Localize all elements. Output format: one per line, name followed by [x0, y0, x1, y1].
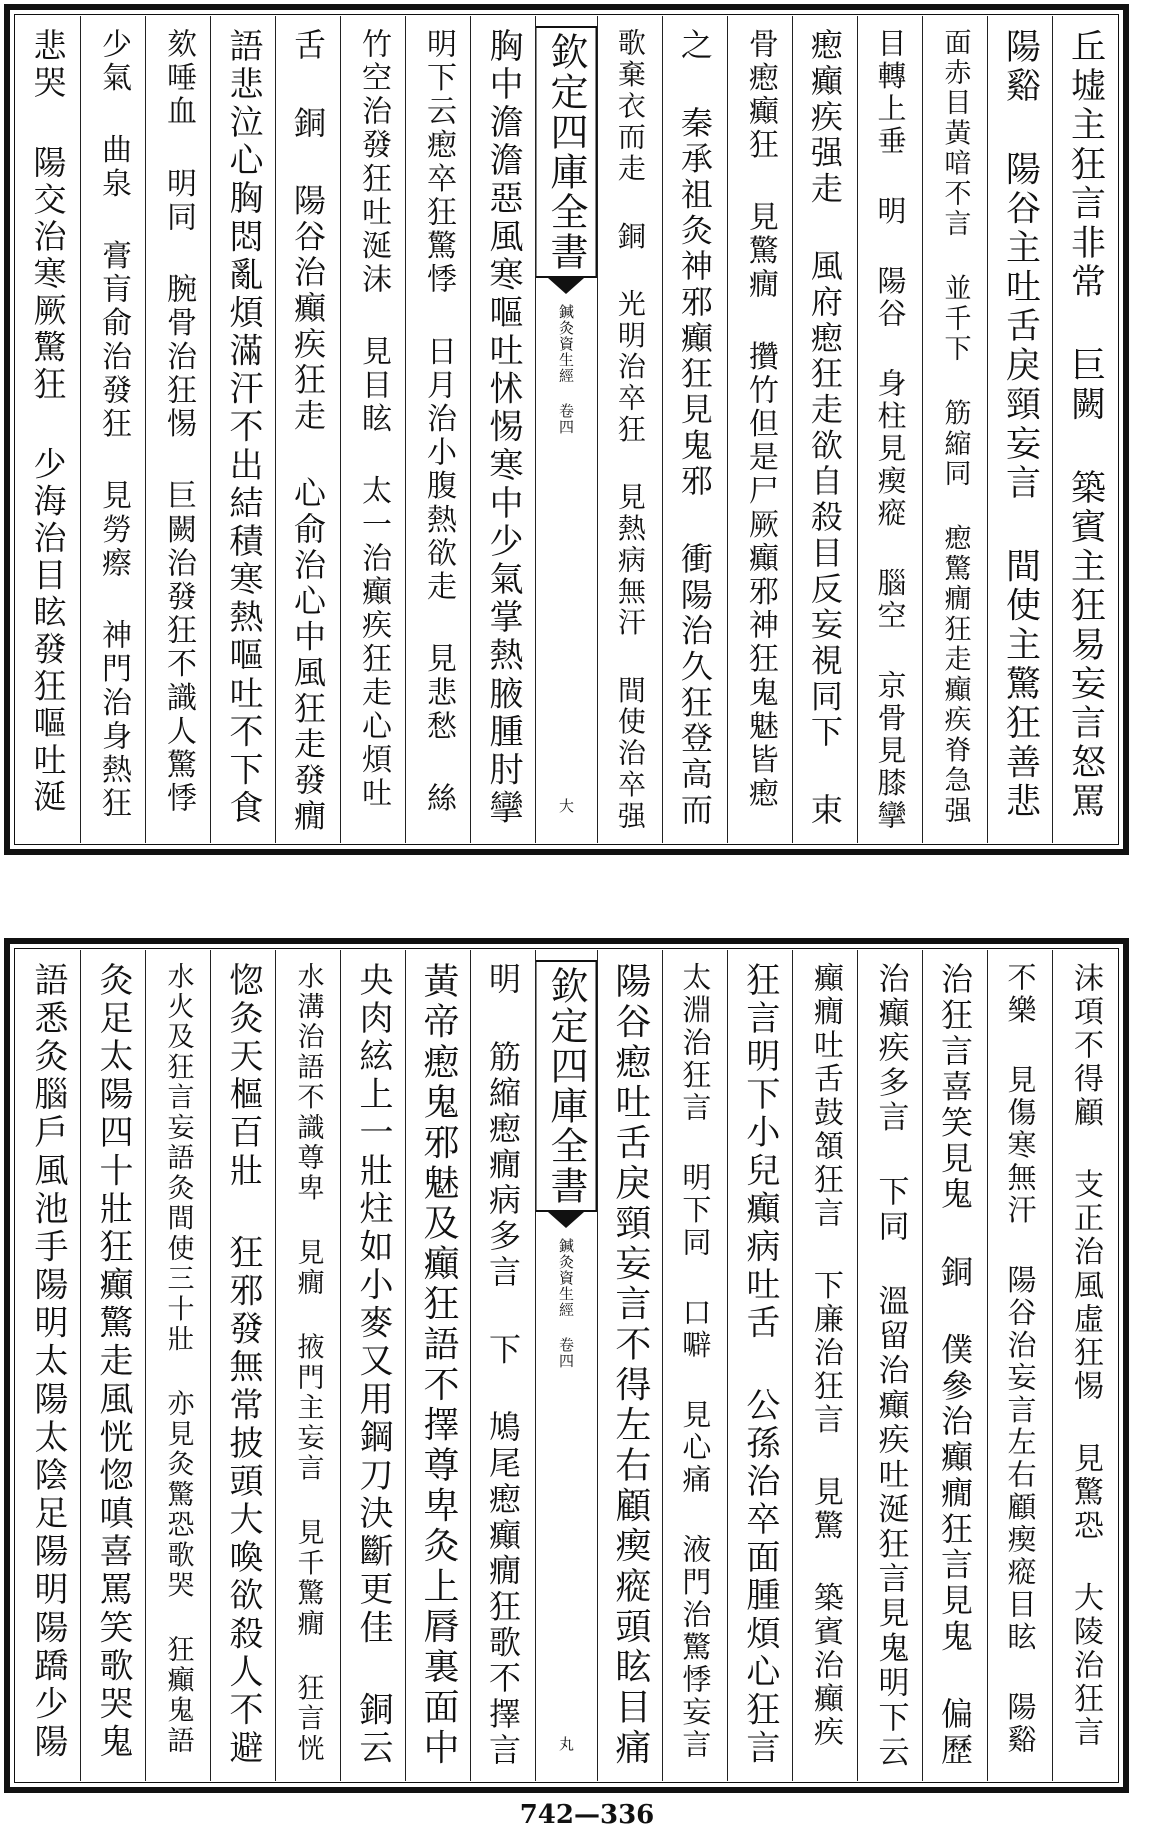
top-page-frame — [4, 4, 1129, 855]
fishtail-mark-icon — [548, 1212, 584, 1228]
text-column — [340, 16, 405, 843]
text-column — [275, 950, 340, 1781]
fishtail-mark-icon — [548, 278, 584, 294]
page-folio-number: 742—336 — [519, 1800, 655, 1830]
leaf-number: 大 — [556, 798, 575, 813]
text-column — [662, 950, 727, 1781]
column-text: 陽谿 陽谷主吐舌戾頸妄言 間使主驚狂善悲 — [1000, 28, 1041, 822]
text-column — [857, 16, 922, 843]
text-column — [145, 16, 210, 843]
column-text: 歌棄衣而走 銅 光明治卒狂 見熱病無汗 間使治卒强 — [613, 28, 647, 832]
column-text: 欬唾血 明同 腕骨治狂惕 巨闕治發狂不識人驚悸 — [160, 28, 196, 816]
text-column — [792, 950, 857, 1781]
text-column — [145, 950, 210, 1781]
text-column — [597, 16, 662, 843]
text-column — [80, 16, 145, 843]
column-text: 骨瘛癲狂 見驚癇 攢竹但是尸厥癲邪神狂鬼魅皆瘛 — [742, 28, 778, 811]
text-column — [1052, 16, 1117, 843]
top-page-columns — [16, 16, 1117, 843]
column-text: 瘛癲疾强走 風府瘛狂走欲自殺目反妄視同下 束 — [805, 28, 844, 829]
center-fold-band — [535, 950, 597, 1781]
text-column — [857, 950, 922, 1781]
column-text: 央肉絃上一壯炷如小麥又用鋼刀決斷更佳 銅云 — [353, 962, 394, 1768]
column-text: 狂言明下小兒癲病吐舌 公孫治卒面腫煩心狂言 — [739, 962, 780, 1768]
column-text: 治癲疾多言 下同 溫留治癲疾吐涎狂言見鬼明下云 — [872, 962, 909, 1771]
text-column — [80, 950, 145, 1781]
column-text: 灸足太陽四十壯狂癲驚走風恍惚嗔喜罵笑歌哭鬼 — [92, 962, 133, 1762]
text-column — [987, 950, 1052, 1781]
text-column — [727, 16, 792, 843]
text-column — [16, 950, 80, 1781]
text-column — [792, 16, 857, 843]
column-text: 悲哭 陽交治寒厥驚狂 少海治目眩發狂嘔吐涎 — [28, 28, 68, 817]
column-text: 陽谷瘛吐舌戾頸妄言不得左右顧瘈瘲頭眩目痛 — [609, 962, 651, 1769]
leaf-number: 丸 — [556, 1736, 575, 1751]
column-text: 丘墟主狂言非常 巨闕 築賓主狂易妄言怒罵 — [1065, 28, 1106, 822]
column-text: 竹空治發狂吐涎沫 見目眩 太一治癲疾狂走心煩吐 — [356, 28, 392, 811]
text-column — [16, 16, 80, 843]
text-column — [405, 16, 470, 843]
text-column — [727, 950, 792, 1781]
column-text: 少氣 曲泉 膏肓俞治發狂 見勞瘵 神門治身熱狂 — [95, 28, 131, 821]
column-text: 語悲泣心胸悶亂煩滿汗不出結積寒熱嘔吐不下食 — [222, 28, 263, 828]
text-column — [662, 16, 727, 843]
text-column — [1052, 950, 1117, 1781]
column-text: 明 筋縮瘛癇病多言 下 鳩尾瘛癲癇狂歌不擇言 — [484, 962, 523, 1769]
column-text: 水火及狂言妄語灸間使三十壯 亦見灸驚恐歌哭 狂癲鬼語 — [162, 962, 194, 1757]
book-title: 欽定四庫全書 — [535, 960, 597, 1212]
bottom-page-columns — [16, 950, 1117, 1781]
column-text: 語悉灸腦戶風池手陽明太陽太陰足陽明陽蹻少陽 — [27, 962, 68, 1762]
bottom-page-frame — [4, 938, 1129, 1793]
center-fold-band — [535, 16, 597, 843]
column-text: 黃帝瘛鬼邪魅及癲狂語不擇尊卑灸上脣裏面中 — [418, 962, 460, 1769]
column-text: 不樂 見傷寒無汗 陽谷治妄言左右顧瘈瘲目眩 陽谿 — [1003, 962, 1038, 1757]
column-text: 太淵治狂言 明下同 口噼 見心痛 液門治驚悸妄言 — [678, 962, 713, 1762]
text-column — [470, 16, 535, 843]
text-column — [210, 950, 275, 1781]
volume-label: 鍼灸資生經 卷四 — [556, 304, 575, 435]
column-text: 胸中澹澹惡風寒嘔吐怵惕寒中少氣掌熱腋腫肘攣 — [483, 28, 524, 828]
column-text: 水溝治語不識尊卑 見癇 掖門主妄言 見千驚癇 狂言恍 — [292, 962, 324, 1765]
text-column — [597, 950, 662, 1781]
text-column — [470, 950, 535, 1781]
column-text: 舌 銅 陽谷治癲疾狂走 心俞治心中風狂走發癇 — [289, 28, 327, 835]
column-text: 面赤目黃喑不言 並千下 筋縮同 瘛驚癇狂走癲疾脊急强 — [939, 28, 971, 827]
text-column — [987, 16, 1052, 843]
column-text: 惚灸天樞百壯 狂邪發無常披頭大喚欲殺人不避 — [222, 962, 263, 1768]
column-text: 治狂言喜笑見鬼 銅 僕參治癲癇狂言見鬼 偏歷 — [935, 962, 974, 1769]
column-text: 目轉上垂 明 陽谷 身柱見瘈瘲 腦空 京骨見膝攣 — [873, 28, 908, 833]
text-column — [210, 16, 275, 843]
text-column — [405, 950, 470, 1781]
column-text: 之 秦承祖灸神邪癲狂見鬼邪 衝陽治久狂登高而 — [675, 28, 714, 829]
volume-label: 鍼灸資生經 卷四 — [556, 1238, 575, 1369]
column-text: 癲癇吐舌鼓頷狂言 下廉治狂言 見驚 築賓治癲疾 — [807, 962, 843, 1750]
text-column — [922, 950, 987, 1781]
column-text: 沫項不得顧 支正治風虛狂惕 見驚恐 大陵治狂言 — [1067, 962, 1103, 1750]
text-column — [922, 16, 987, 843]
book-title: 欽定四庫全書 — [535, 26, 597, 278]
column-text: 明下云瘛卒狂驚悸 日月治小腹熱欲走 見悲愁 絲 — [421, 28, 457, 816]
text-column — [275, 16, 340, 843]
text-column — [340, 950, 405, 1781]
